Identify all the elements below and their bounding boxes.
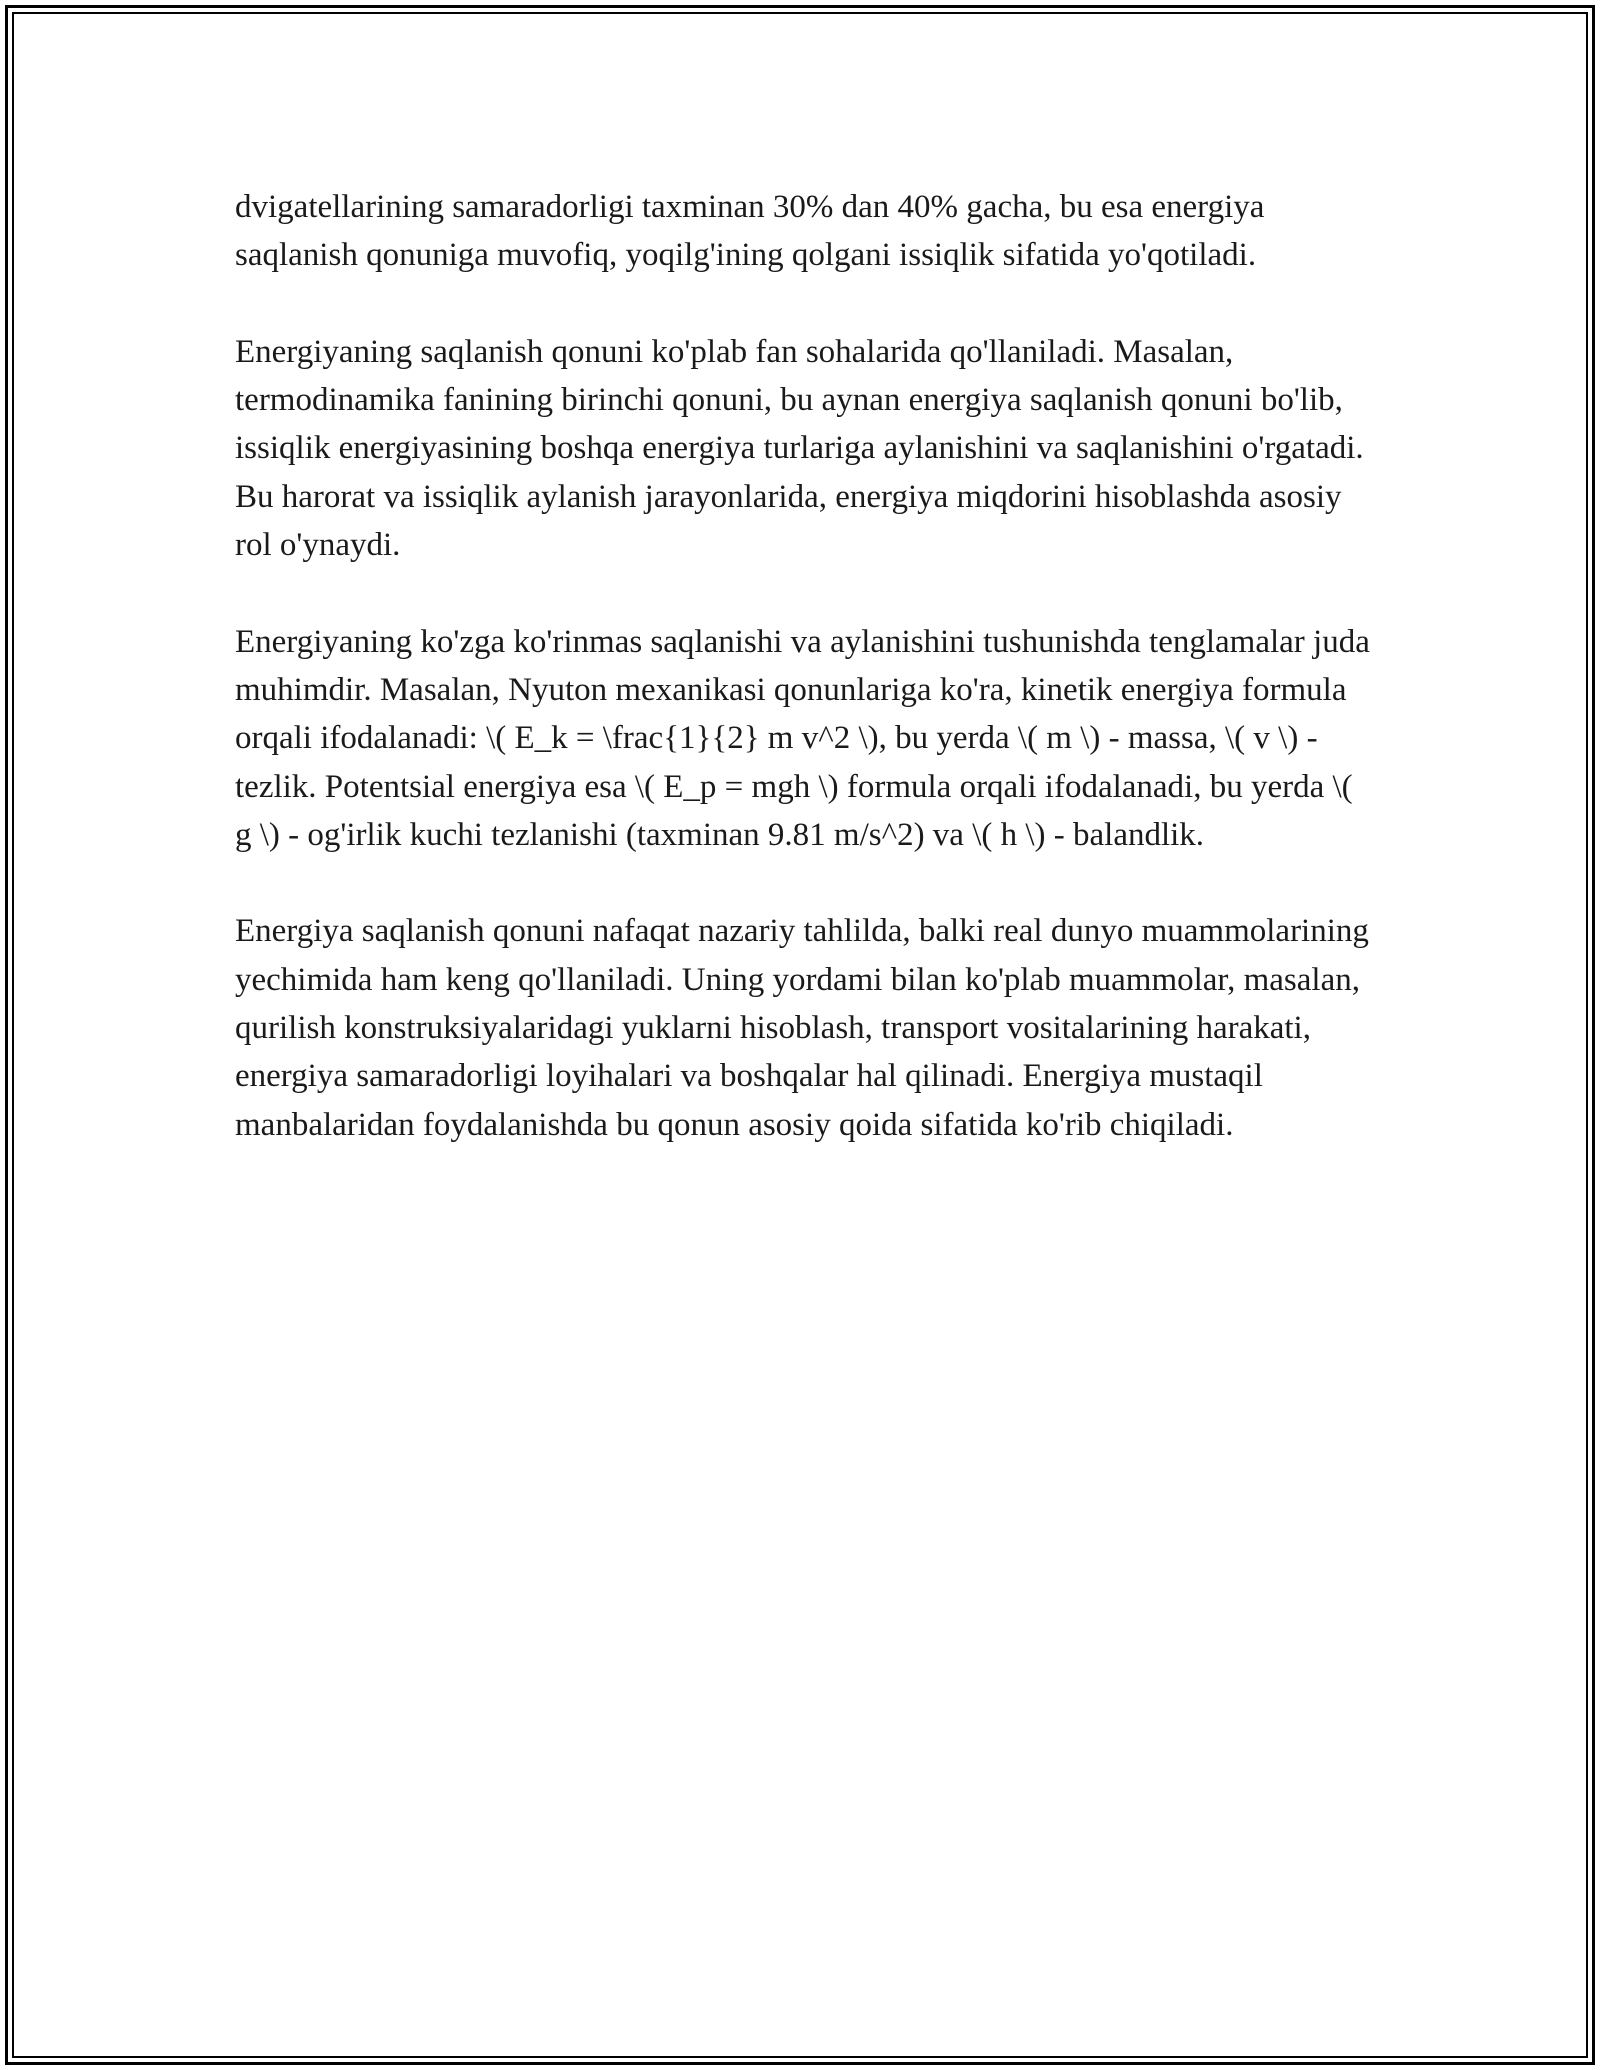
paragraph-1: dvigatellarining samaradorligi taxminan 30% dan 40% gacha, bu esa energiya saqlanish qonuniga muvofiq, yoqilg'ining qolgani issiqlik sifatida yo'qotiladi.	[235, 189, 1265, 274]
paragraph-2: Energiyaning saqlanish qonuni ko'plab fan sohalarida qo'llaniladi. Masalan, termodinamika fanining birinchi qonuni, bu aynan energiya saqlanish qonuni bo'lib, issiqlik energiyasining boshqa energiya turlariga aylanishini va saqlanishini o'rgatadi. Bu harorat va issiqlik aylanish jarayonlarida, energiya miqdorini hisoblashda asosiy rol o'ynaydi.	[235, 333, 1364, 564]
paragraph-3: Energiyaning ko'zga ko'rinmas saqlanishi va aylanishini tushunishda tenglamalar juda muhimdir. Masalan, Nyuton mexanikasi qonunlariga ko'ra, kinetik energiya formula orqali ifodalanadi: \( E_k = \frac{1}{2} m v^2 \), bu yerda \( m \) - massa, \( v \) - tezlik. Potentsial energiya esa \( E_p = mgh \) formula orqali ifodalanadi, bu yerda \( g \) - og'irlik kuchi tezlanishi (taxminan 9.81 m/s^2) va \( h \) - balandlik.	[235, 623, 1370, 853]
paragraph-4: Energiya saqlanish qonuni nafaqat nazariy tahlilda, balki real dunyo muammolarining yechimida ham keng qo'llaniladi. Uning yordami bilan ko'plab muammolar, masalan, qurilish konstruksiyalaridagi yuklarni hisoblash, transport vositalarining harakati, energiya samaradorligi loyihalari va boshqalar hal qilinadi. Energiya mustaqil manbalaridan foydalanishda bu qonun asosiy qoida sifatida ko'rib chiqiladi.	[235, 913, 1369, 1143]
document-body	[235, 183, 1370, 1197]
